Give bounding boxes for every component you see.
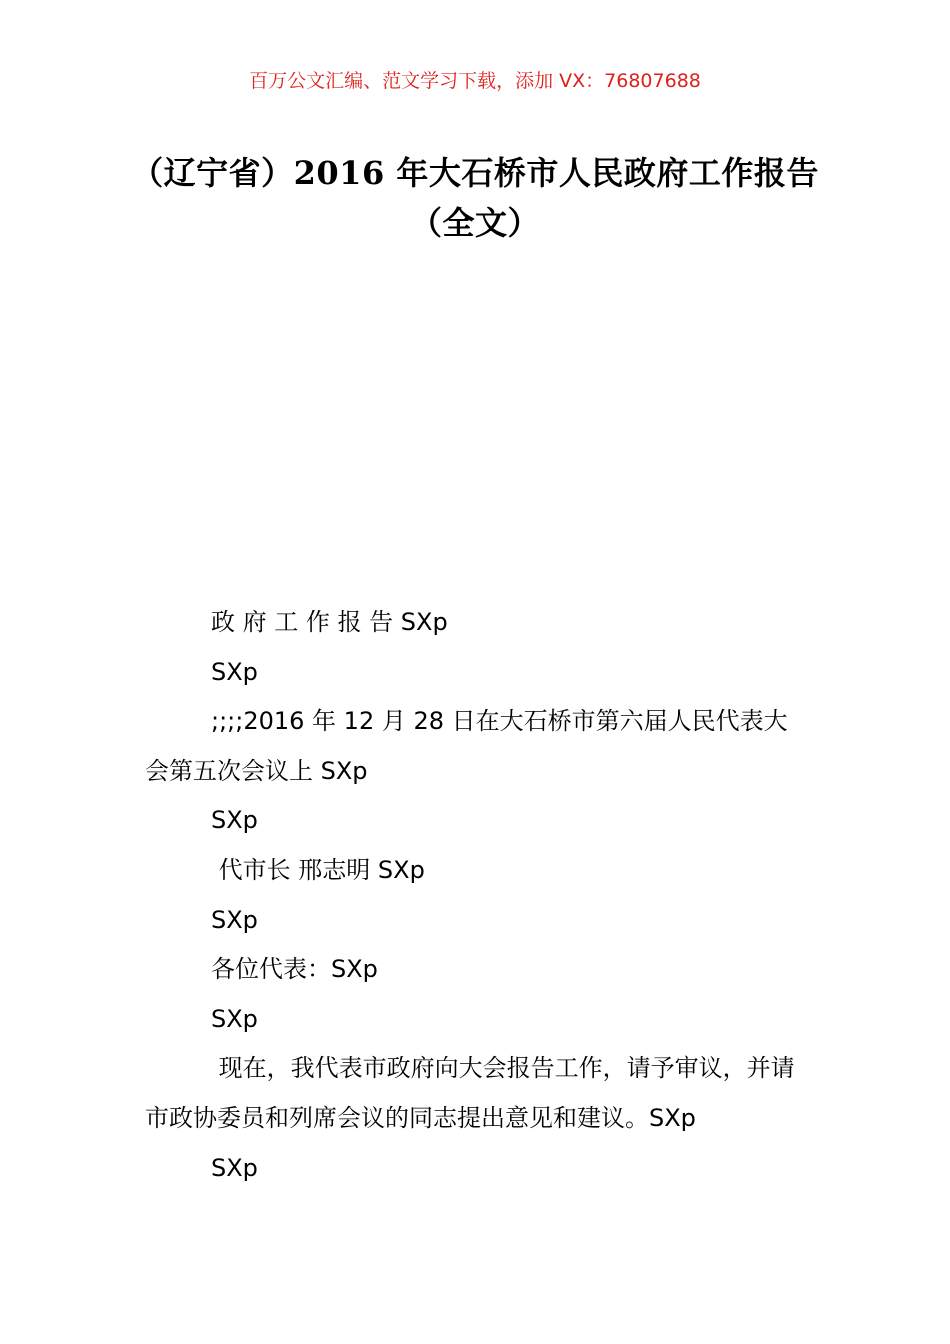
body-paragraph: SXp	[211, 1004, 258, 1033]
body-paragraph: 政 府 工 作 报 告 SXp	[211, 608, 448, 636]
body-paragraph: ;;;;2016 年 12 月 28 日在大石桥市第六届人民代表大会第五次会议上 SXp	[145, 707, 788, 785]
body-paragraph: SXp	[211, 657, 258, 686]
document-body	[145, 598, 810, 1193]
body-paragraph: 代市长 邢志明 SXp	[211, 855, 425, 884]
header-watermark-note: 百万公文汇编、范文学习下载，添加 VX：76807688	[249, 70, 701, 92]
document-title: （辽宁省）2016 年大石桥市人民政府工作报告（全文）	[131, 154, 819, 242]
body-paragraph: SXp	[211, 905, 258, 934]
body-paragraph: SXp	[211, 1153, 258, 1182]
body-paragraph: 各位代表：SXp	[211, 955, 378, 984]
body-paragraph: 现在，我代表市政府向大会报告工作，请予审议，并请市政协委员和列席会议的同志提出意见和建议。SXp	[145, 1054, 795, 1132]
body-paragraph: SXp	[211, 806, 258, 835]
